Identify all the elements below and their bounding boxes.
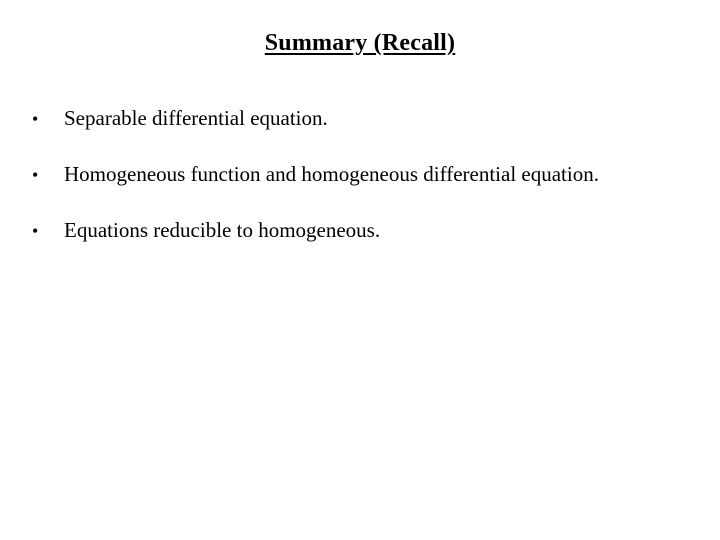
slide-title: Summary (Recall)	[264, 30, 456, 56]
bullet-list	[32, 104, 702, 272]
bullet-text: Homogeneous function and homogeneous differential equation.	[64, 162, 599, 186]
bullet-text: Equations reducible to homogeneous.	[64, 218, 381, 242]
bullet-icon: •	[32, 221, 39, 241]
list-item	[32, 160, 702, 189]
list-item	[32, 104, 702, 133]
bullet-text: Separable differential equation.	[64, 106, 328, 130]
bullet-icon: •	[32, 109, 39, 129]
list-item	[32, 216, 702, 245]
bullet-icon: •	[32, 165, 39, 185]
